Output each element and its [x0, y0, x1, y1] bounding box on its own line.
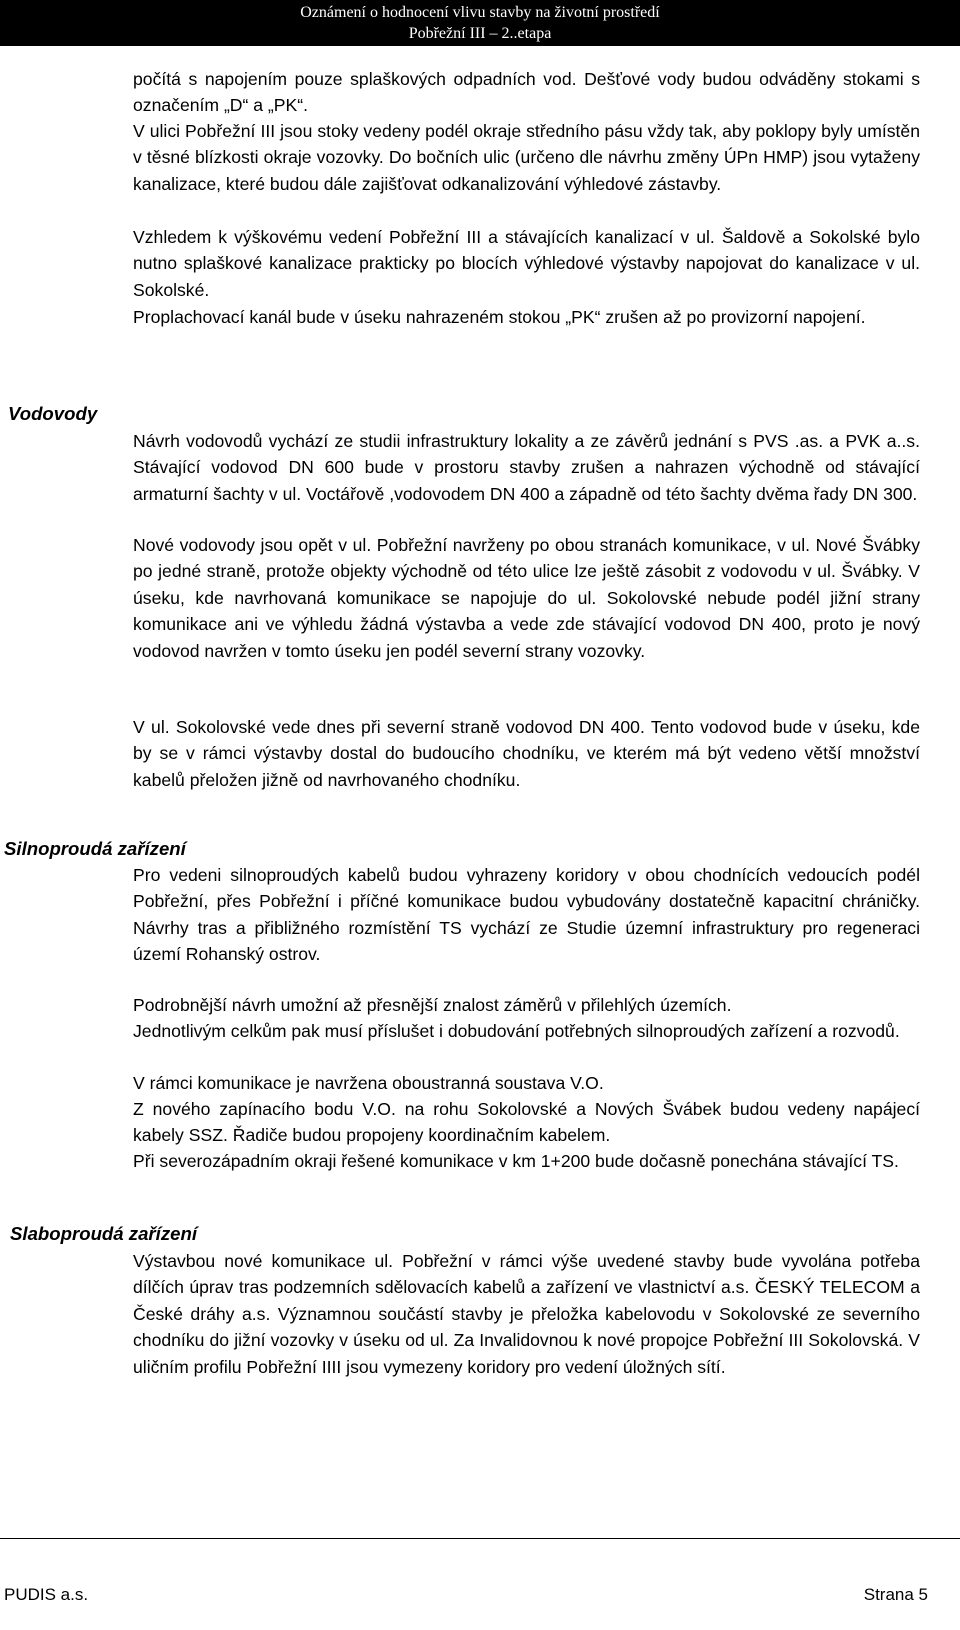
header-subtitle: Pobřežní III – 2..etapa	[408, 25, 552, 42]
silnoproud-paragraph: V rámci komunikace je navržena oboustranná soustava V.O.	[133, 1073, 604, 1093]
header-title: Oznámení o hodnocení vlivu stavby na životní prostředí	[300, 4, 660, 21]
intro-paragraph: počítá s napojením pouze splaškových odpadních vod. Dešťové vody budou odváděny stokami s označením „D“ a „PK“.	[133, 69, 920, 116]
footer-page-number: Strana 5	[863, 1585, 928, 1604]
silnoproud-paragraph: Z nového zapínacího bodu V.O. na rohu Sokolovské a Nových Švábek budou vedeny napájecí kabely SSZ. Řadiče budou propojeny koordinačním kabelem.	[133, 1099, 920, 1146]
silnoproud-paragraph: Jednotlivým celkům pak musí příslušet i dobudování potřebných silnoproudých zařízení a rozvodů.	[133, 1021, 900, 1041]
page-header	[0, 0, 960, 46]
intro-paragraph: Proplachovací kanál bude v úseku nahrazeném stokou „PK“ zrušen až po provizorní napojení.	[133, 307, 866, 327]
intro-paragraph: V ulici Pobřežní III jsou stoky vedeny podél okraje středního pásu vždy tak, aby poklopy byly umístěn v těsné blízkosti okraje vozovky. Do bočních ulic (určeno dle návrhu změny ÚPn HMP) jsou vytaženy kanalizace, které budou dále zajišťovat odkanalizování výhledové zástavby.	[133, 121, 920, 194]
slaboproud-paragraph: Výstavbou nové komunikace ul. Pobřežní v rámci výše uvedené stavby bude vyvolána potřeba dílčích úprav tras podzemních sdělovacích kabelů a zařízení ve vlastnictví a.s. ČESKÝ TELECOM a České dráhy a.s. Významnou součástí stavby je přeložka kabelovodu v Sokolovské ze severního chodníku do jižní vozovky v úseku od ul. Za Invalidovnou k nové propojce Pobřežní III Sokolovská. V uličním profilu Pobřežní IIII jsou vymezeny koridory pro vedení úložných sítí.	[133, 1251, 920, 1377]
vodovody-paragraph: Návrh vodovodů vychází ze studii infrastruktury lokality a ze závěrů jednání s PVS .as. a PVK a..s. Stávající vodovod DN 600 bude v prostoru stavby zrušen a nahrazen východně od stávající armaturní šachty v ul. Voctářově ,vodovodem DN 400 a západně od této šachty dvěma řady DN 300.	[133, 431, 920, 504]
intro-paragraph: Vzhledem k výškovému vedení Pobřežní III a stávajících kanalizací v ul. Šaldově a Sokolské bylo nutno splaškové kanalizace prakticky po blocích výhledové výstavby napojovat do kanalizace v ul. Sokolské.	[133, 227, 920, 300]
footer-divider	[0, 1538, 960, 1539]
section-title-vodovody: Vodovody	[8, 403, 98, 424]
silnoproud-paragraph: Podrobnější návrh umožní až přesnější znalost záměrů v přilehlých územích.	[133, 995, 732, 1015]
footer-company: PUDIS a.s.	[4, 1585, 89, 1604]
silnoproud-paragraph: Při severozápadním okraji řešené komunikace v km 1+200 bude dočasně ponechána stávající TS.	[133, 1151, 899, 1171]
vodovody-paragraph: Nové vodovody jsou opět v ul. Pobřežní navrženy po obou stranách komunikace, v ul. Nové Švábky po jedné straně, protože objekty východně od této ulice lze ještě zásobit z vodovodu v ul. Švábky. V úseku, kde navrhovaná komunikace se napojuje do ul. Sokolovské nebude podél jižní strany komunikace ani ve výhledu žádná výstavba a vede zde stávající vodovod DN 400, proto je nový vodovod navržen v tomto úseku jen podél severní strany vozovky.	[133, 535, 920, 661]
section-title-slaboproud: Slaboproudá zařízení	[10, 1223, 197, 1244]
vodovody-paragraph: V ul. Sokolovské vede dnes při severní straně vodovod DN 400. Tento vodovod bude v úseku, kde by se v rámci výstavby dostal do budoucího chodníku, ve kterém má být vedeno větší množství kabelů přeložen jižně od navrhovaného chodníku.	[133, 717, 920, 790]
silnoproud-paragraph: Pro vedeni silnoproudých kabelů budou vyhrazeny koridory v obou chodnících vedoucích podél Pobřežní, přes Pobřežní i příčné komunikace budou vybudovány dostatečně kapacitní chráničky. Návrhy tras a přibližného rozmístění TS vychází ze Studie územní infrastruktury pro regeneraci území Rohanský ostrov.	[133, 865, 920, 965]
section-title-silnoproud: Silnoproudá zařízení	[4, 838, 186, 859]
